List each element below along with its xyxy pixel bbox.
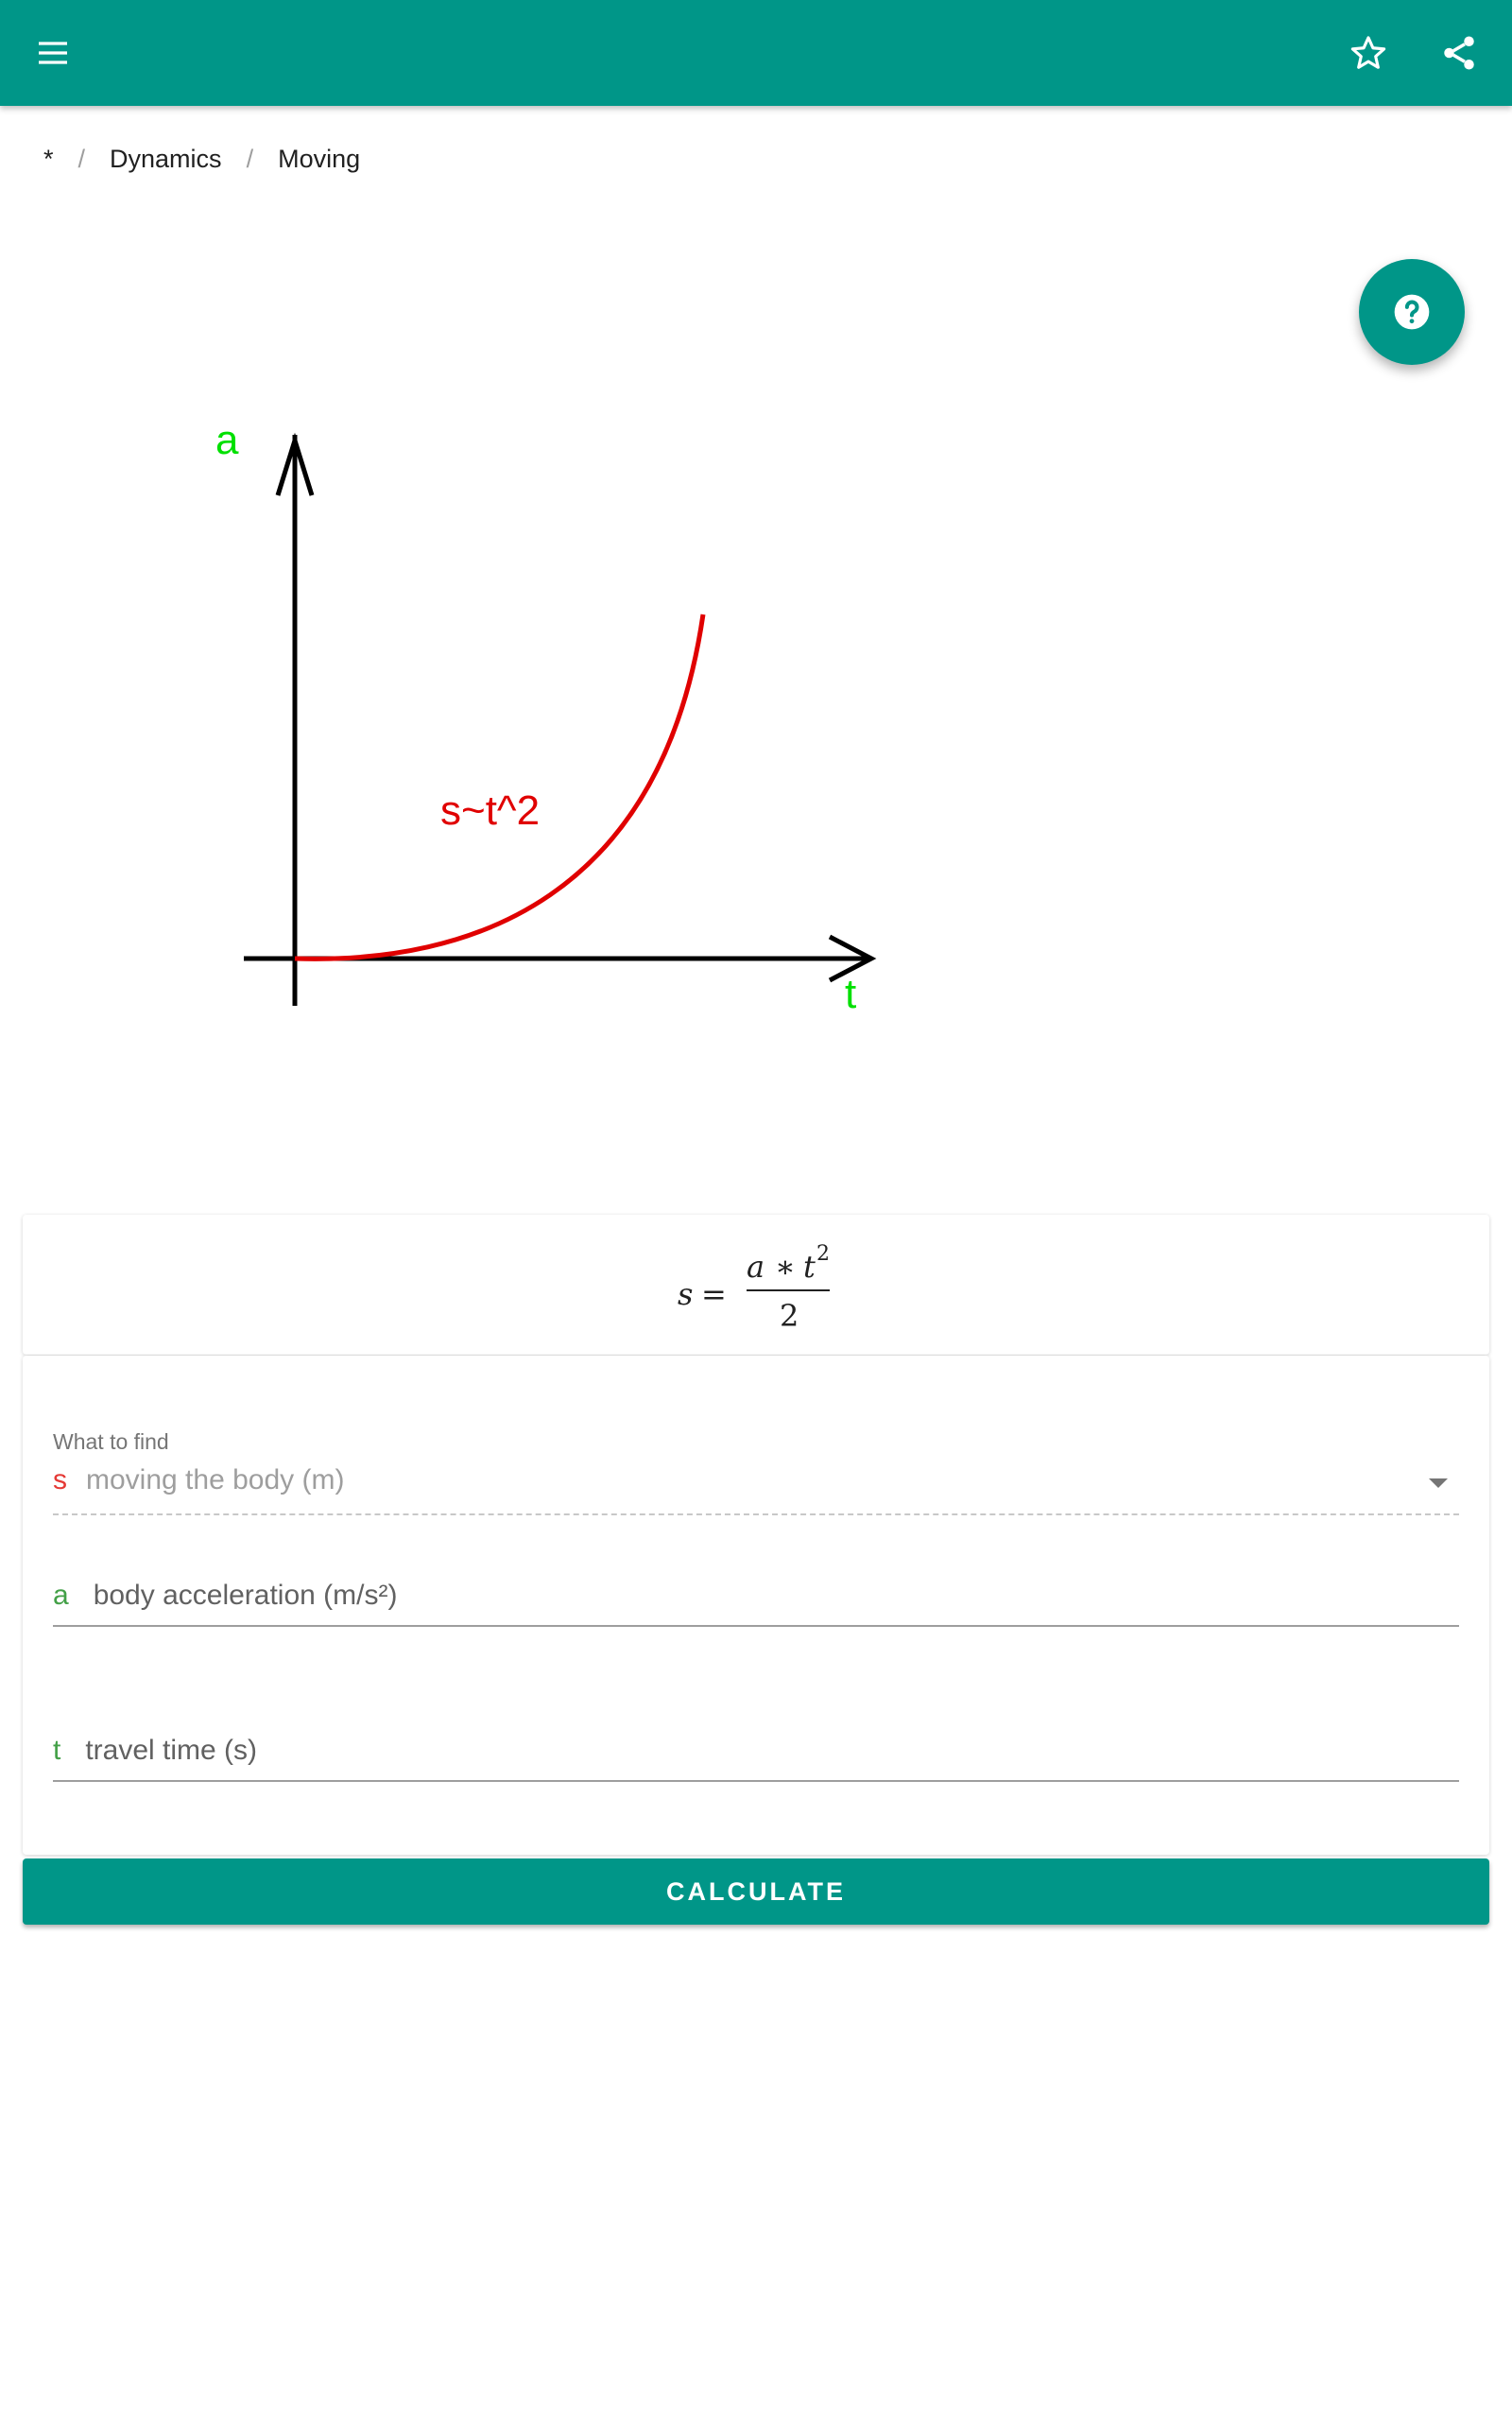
- acceleration-symbol: a: [53, 1580, 69, 1611]
- formula-denominator: 2: [780, 1298, 799, 1334]
- what-to-find-label: What to find: [53, 1429, 169, 1454]
- calculate-button[interactable]: CALCULATE: [23, 1858, 1489, 1925]
- selected-value: moving the body (m): [86, 1464, 345, 1495]
- formula-lhs: s: [678, 1276, 694, 1312]
- help-button[interactable]: [1359, 259, 1465, 365]
- input-underline: [53, 1780, 1459, 1782]
- share-icon: [1439, 33, 1479, 73]
- time-input[interactable]: [53, 1722, 1459, 1779]
- formula-numerator-operator: ∗: [775, 1249, 796, 1285]
- formula-numerator-t: t: [803, 1249, 816, 1285]
- breadcrumb-moving: Moving: [278, 144, 361, 173]
- y-axis-label: a: [215, 417, 239, 463]
- favorite-button[interactable]: [1334, 19, 1402, 87]
- dropdown-arrow-icon: [1429, 1478, 1448, 1488]
- breadcrumb-separator: /: [246, 144, 254, 173]
- menu-button[interactable]: [19, 19, 87, 87]
- formula-equals: =: [701, 1276, 727, 1312]
- what-to-find-select[interactable]: [53, 1393, 1459, 1514]
- x-axis-label: t: [845, 971, 857, 1017]
- time-placeholder: travel time (s): [85, 1735, 258, 1766]
- app-bar: [0, 0, 1512, 106]
- share-button[interactable]: [1425, 19, 1493, 87]
- acceleration-input[interactable]: [53, 1567, 1459, 1624]
- curve-label: s~t^2: [440, 787, 541, 834]
- formula-card: [23, 1215, 1489, 1355]
- input-underline: [53, 1625, 1459, 1627]
- formula-exponent: 2: [816, 1242, 830, 1266]
- star-outline-icon: [1349, 33, 1388, 73]
- formula-numerator-a: a: [747, 1249, 765, 1285]
- select-underline: [53, 1513, 1459, 1515]
- selected-symbol: s: [53, 1464, 67, 1495]
- menu-icon: [34, 34, 72, 72]
- time-symbol: t: [53, 1735, 61, 1766]
- breadcrumb-root[interactable]: *: [43, 144, 54, 173]
- help-circle-icon: [1391, 291, 1433, 333]
- breadcrumb-separator: /: [77, 144, 86, 173]
- what-to-find-value: [53, 1461, 1459, 1499]
- acceleration-placeholder: body acceleration (m/s²): [93, 1580, 398, 1611]
- calculator-form: [23, 1356, 1489, 1855]
- formula: [23, 1215, 1489, 1355]
- motion-diagram: [189, 406, 907, 1049]
- breadcrumb-dynamics[interactable]: Dynamics: [110, 144, 222, 173]
- breadcrumb: [43, 140, 360, 178]
